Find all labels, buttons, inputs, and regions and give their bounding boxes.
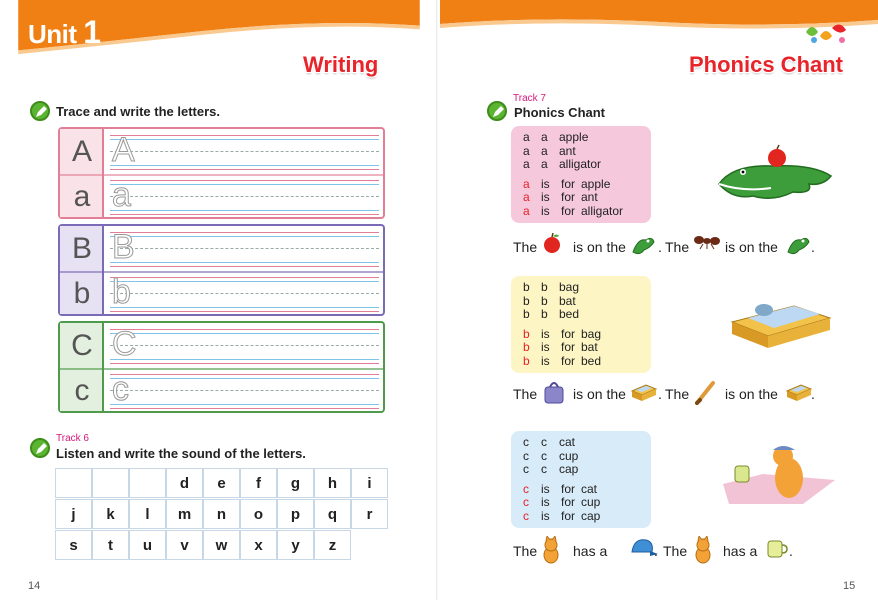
page-number: 15 — [843, 580, 856, 592]
guide-line — [110, 333, 379, 334]
chant-word: is — [541, 481, 550, 496]
cup-icon — [765, 536, 789, 563]
page-number: 14 — [28, 580, 41, 592]
chant-line — [523, 328, 651, 342]
chant-word: a — [523, 143, 530, 158]
chant-word: alligator — [559, 157, 602, 171]
chant-word: cup — [581, 495, 601, 509]
guide-line — [110, 184, 379, 185]
alphabet-cell[interactable]: u — [129, 530, 166, 560]
alphabet-cell[interactable] — [129, 468, 166, 498]
chant-word: c — [541, 435, 547, 449]
guide-line — [110, 151, 379, 152]
left-page — [0, 0, 438, 600]
chant-line — [523, 281, 651, 295]
alligator-illustration — [713, 144, 835, 208]
letter-box — [58, 127, 385, 219]
chant-word: ant — [581, 190, 598, 204]
alphabet-cell[interactable]: q — [314, 499, 351, 529]
chant-word: b — [523, 340, 530, 354]
guide-line — [110, 378, 379, 379]
chant-sentence — [513, 540, 843, 566]
chant-word: a — [523, 157, 530, 171]
guide-line — [110, 408, 379, 409]
sentence-word: . — [658, 239, 662, 255]
trace-letter[interactable]: C — [112, 325, 137, 363]
sentence-word: . — [789, 543, 793, 559]
unit-number: 1 — [83, 14, 101, 50]
chant-word: a — [541, 157, 548, 171]
chant-word: alligator — [581, 203, 624, 218]
sentence-word: has a — [573, 543, 608, 559]
chant-box — [511, 431, 651, 528]
alphabet-cell[interactable]: z — [314, 530, 351, 560]
alphabet-cell[interactable]: j — [55, 499, 92, 529]
guide-line — [110, 266, 379, 267]
chant-word: b — [523, 307, 530, 321]
alphabet-cell[interactable]: r — [351, 499, 388, 529]
guide-line — [110, 307, 379, 308]
chant-word: cup — [559, 448, 579, 463]
chant-word: is — [541, 495, 550, 509]
chant-word: for — [561, 203, 576, 218]
alphabet-cell[interactable]: n — [203, 499, 240, 529]
guide-line — [110, 232, 379, 233]
sentence-word: . — [811, 239, 815, 255]
chant-word: bag — [559, 280, 580, 294]
chant-word: c — [523, 435, 529, 449]
chant-word: is — [541, 176, 550, 191]
guide-line — [110, 248, 379, 249]
sentence-word: is on the — [573, 239, 626, 255]
sentence-word: The — [513, 543, 538, 559]
guide-line — [110, 329, 379, 330]
guide-line — [110, 293, 379, 294]
track-label: Track 7 — [513, 93, 546, 104]
unit-title — [28, 14, 101, 51]
chant-line — [523, 463, 651, 477]
alligator-icon — [630, 232, 656, 261]
chant-word: c — [523, 481, 529, 496]
alphabet-cell[interactable]: f — [240, 468, 277, 498]
bed-illustration — [724, 292, 836, 356]
alligator-icon — [785, 232, 811, 261]
sentence-word: The — [665, 239, 690, 255]
sentence-word: The — [513, 239, 538, 255]
bed-icon — [785, 379, 813, 406]
trace-letter[interactable]: b — [112, 273, 131, 311]
pencil-icon — [30, 438, 50, 458]
alphabet-cell[interactable]: d — [166, 468, 203, 498]
chant-word: c — [541, 462, 547, 476]
alphabet-cell[interactable]: h — [314, 468, 351, 498]
guide-line — [110, 165, 379, 166]
chant-word: cat — [559, 435, 576, 449]
chant-word: for — [561, 326, 576, 341]
chant-sentence — [513, 383, 843, 409]
chant-word: is — [541, 340, 550, 354]
chant-word: c — [523, 448, 529, 463]
chant-word: bed — [559, 307, 580, 321]
chant-line — [523, 145, 651, 159]
guide-line — [110, 345, 379, 346]
guide-line — [110, 390, 379, 391]
letter-label: b — [73, 276, 91, 310]
chant-word: cap — [581, 508, 601, 523]
sentence-word: . — [811, 386, 815, 402]
row-divider — [60, 174, 383, 176]
chant-word: apple — [559, 130, 589, 144]
chant-word: b — [523, 280, 530, 294]
chant-word: apple — [581, 176, 611, 191]
guide-line — [110, 262, 379, 263]
activity2-instruction: Listen and write the sound of the letters. — [56, 446, 306, 461]
chant-word: bag — [581, 326, 602, 341]
track-label: Track 6 — [56, 433, 89, 444]
alphabet-cell[interactable]: y — [277, 530, 314, 560]
guide-line — [110, 374, 379, 375]
chant-word: a — [541, 143, 548, 158]
chant-word: b — [541, 307, 548, 321]
sentence-word: is on the — [725, 386, 778, 402]
guide-line — [110, 404, 379, 405]
alphabet-cell[interactable]: p — [277, 499, 314, 529]
letter-box — [58, 321, 385, 413]
guide-line — [110, 180, 379, 181]
pencil-icon — [487, 101, 507, 121]
alphabet-cell[interactable]: g — [277, 468, 314, 498]
chant-line — [523, 510, 651, 524]
alphabet-cell[interactable]: w — [203, 530, 240, 560]
activity1-instruction: Trace and write the letters. — [56, 104, 221, 119]
chant-word: is — [541, 190, 550, 204]
chant-word: a — [523, 176, 530, 191]
alphabet-cell[interactable]: e — [203, 468, 240, 498]
chant-word: cat — [581, 481, 598, 496]
chant-box — [511, 276, 651, 373]
chant-line — [523, 205, 651, 219]
alphabet-cell[interactable]: o — [240, 499, 277, 529]
trace-letter[interactable]: B — [112, 228, 135, 266]
guide-line — [110, 281, 379, 282]
alphabet-cell[interactable] — [55, 468, 92, 498]
letter-box — [58, 224, 385, 316]
apple-icon — [541, 232, 563, 257]
guide-line — [110, 363, 379, 364]
trace-letter[interactable]: a — [112, 176, 131, 214]
chant-word: a — [523, 130, 530, 144]
chant-word: b — [523, 326, 530, 341]
letter-label: a — [73, 179, 91, 213]
chant-word: c — [523, 508, 529, 523]
chant-word: b — [523, 353, 530, 368]
chant-word: cap — [559, 462, 579, 476]
alphabet-cell[interactable]: k — [92, 499, 129, 529]
chant-line — [523, 341, 651, 355]
chant-word: c — [523, 462, 529, 476]
guide-line — [110, 169, 379, 170]
chant-word: b — [541, 293, 548, 308]
activity-instruction: Phonics Chant — [514, 105, 606, 120]
guide-line — [110, 277, 379, 278]
chant-word: for — [561, 353, 576, 368]
guide-line — [110, 214, 379, 215]
chant-word: bed — [581, 353, 602, 368]
guide-line — [110, 210, 379, 211]
chant-word: for — [561, 495, 576, 509]
chant-word: a — [541, 130, 548, 144]
alphabet-cell[interactable]: l — [129, 499, 166, 529]
chant-line — [523, 131, 651, 145]
guide-line — [110, 135, 379, 136]
alphabet-cell[interactable]: i — [351, 468, 388, 498]
letter-label: A — [71, 134, 92, 168]
chant-word: is — [541, 353, 550, 368]
guide-line — [110, 311, 379, 312]
guide-line — [110, 139, 379, 140]
guide-line — [110, 359, 379, 360]
bag-icon — [541, 379, 567, 408]
trace-letter[interactable]: A — [112, 131, 135, 169]
letter-label: B — [71, 231, 92, 265]
cat-icon — [691, 536, 715, 567]
trace-letter[interactable]: c — [112, 370, 129, 408]
chant-word: for — [561, 176, 576, 191]
chant-word: for — [561, 508, 576, 523]
chant-word: ant — [559, 143, 576, 158]
ant-icon — [693, 232, 721, 253]
chant-word: a — [523, 190, 530, 204]
section-title: Phonics Chant — [689, 52, 844, 77]
chant-word: for — [561, 481, 576, 496]
chant-line — [523, 436, 651, 450]
chant-word: a — [523, 203, 530, 218]
row-divider — [60, 368, 383, 370]
sentence-word: has a — [723, 543, 758, 559]
chant-line — [523, 355, 651, 369]
right-page — [440, 0, 878, 600]
chant-word: c — [541, 448, 547, 463]
chant-sentence — [513, 236, 843, 262]
chant-word: bat — [581, 340, 598, 354]
section-title: Writing — [303, 52, 379, 77]
birds-decoration-icon — [802, 18, 852, 50]
chant-line — [523, 295, 651, 309]
guide-line — [110, 236, 379, 237]
bed-icon — [630, 379, 658, 406]
sentence-word: The — [663, 543, 688, 559]
sentence-word: The — [513, 386, 538, 402]
sentence-word: is on the — [573, 386, 626, 402]
chant-word: is — [541, 508, 550, 523]
cat-icon — [539, 536, 563, 567]
letter-label: c — [74, 373, 90, 407]
letter-label: C — [71, 328, 93, 362]
guide-line — [110, 196, 379, 197]
chant-word: is — [541, 203, 550, 218]
row-divider — [60, 271, 383, 273]
chant-word: is — [541, 326, 550, 341]
chant-word: bat — [559, 293, 576, 308]
sentence-word: . — [654, 543, 658, 559]
alphabet-cell[interactable]: m — [166, 499, 203, 529]
bat-icon — [693, 379, 719, 408]
alphabet-cell[interactable]: t — [92, 530, 129, 560]
chant-line — [523, 496, 651, 510]
chant-word: b — [523, 293, 530, 308]
chant-word: b — [541, 280, 548, 294]
chant-word: c — [523, 495, 529, 509]
sentence-word: The — [665, 386, 690, 402]
alphabet-cell[interactable]: x — [240, 530, 277, 560]
cat-with-cup-illustration — [723, 444, 835, 506]
alphabet-cell[interactable] — [92, 468, 129, 498]
chant-line — [523, 450, 651, 464]
chant-line — [523, 158, 651, 172]
chant-line — [523, 191, 651, 205]
alphabet-cell[interactable]: v — [166, 530, 203, 560]
chant-word: for — [561, 340, 576, 354]
alphabet-cell[interactable]: s — [55, 530, 92, 560]
chant-line — [523, 308, 651, 322]
sentence-word: . — [658, 386, 662, 402]
chant-box — [511, 126, 651, 223]
chant-line — [523, 178, 651, 192]
sentence-word: is on the — [725, 239, 778, 255]
pencil-icon — [30, 101, 50, 121]
chant-line — [523, 483, 651, 497]
chant-word: for — [561, 190, 576, 204]
unit-word: Unit — [28, 19, 77, 49]
